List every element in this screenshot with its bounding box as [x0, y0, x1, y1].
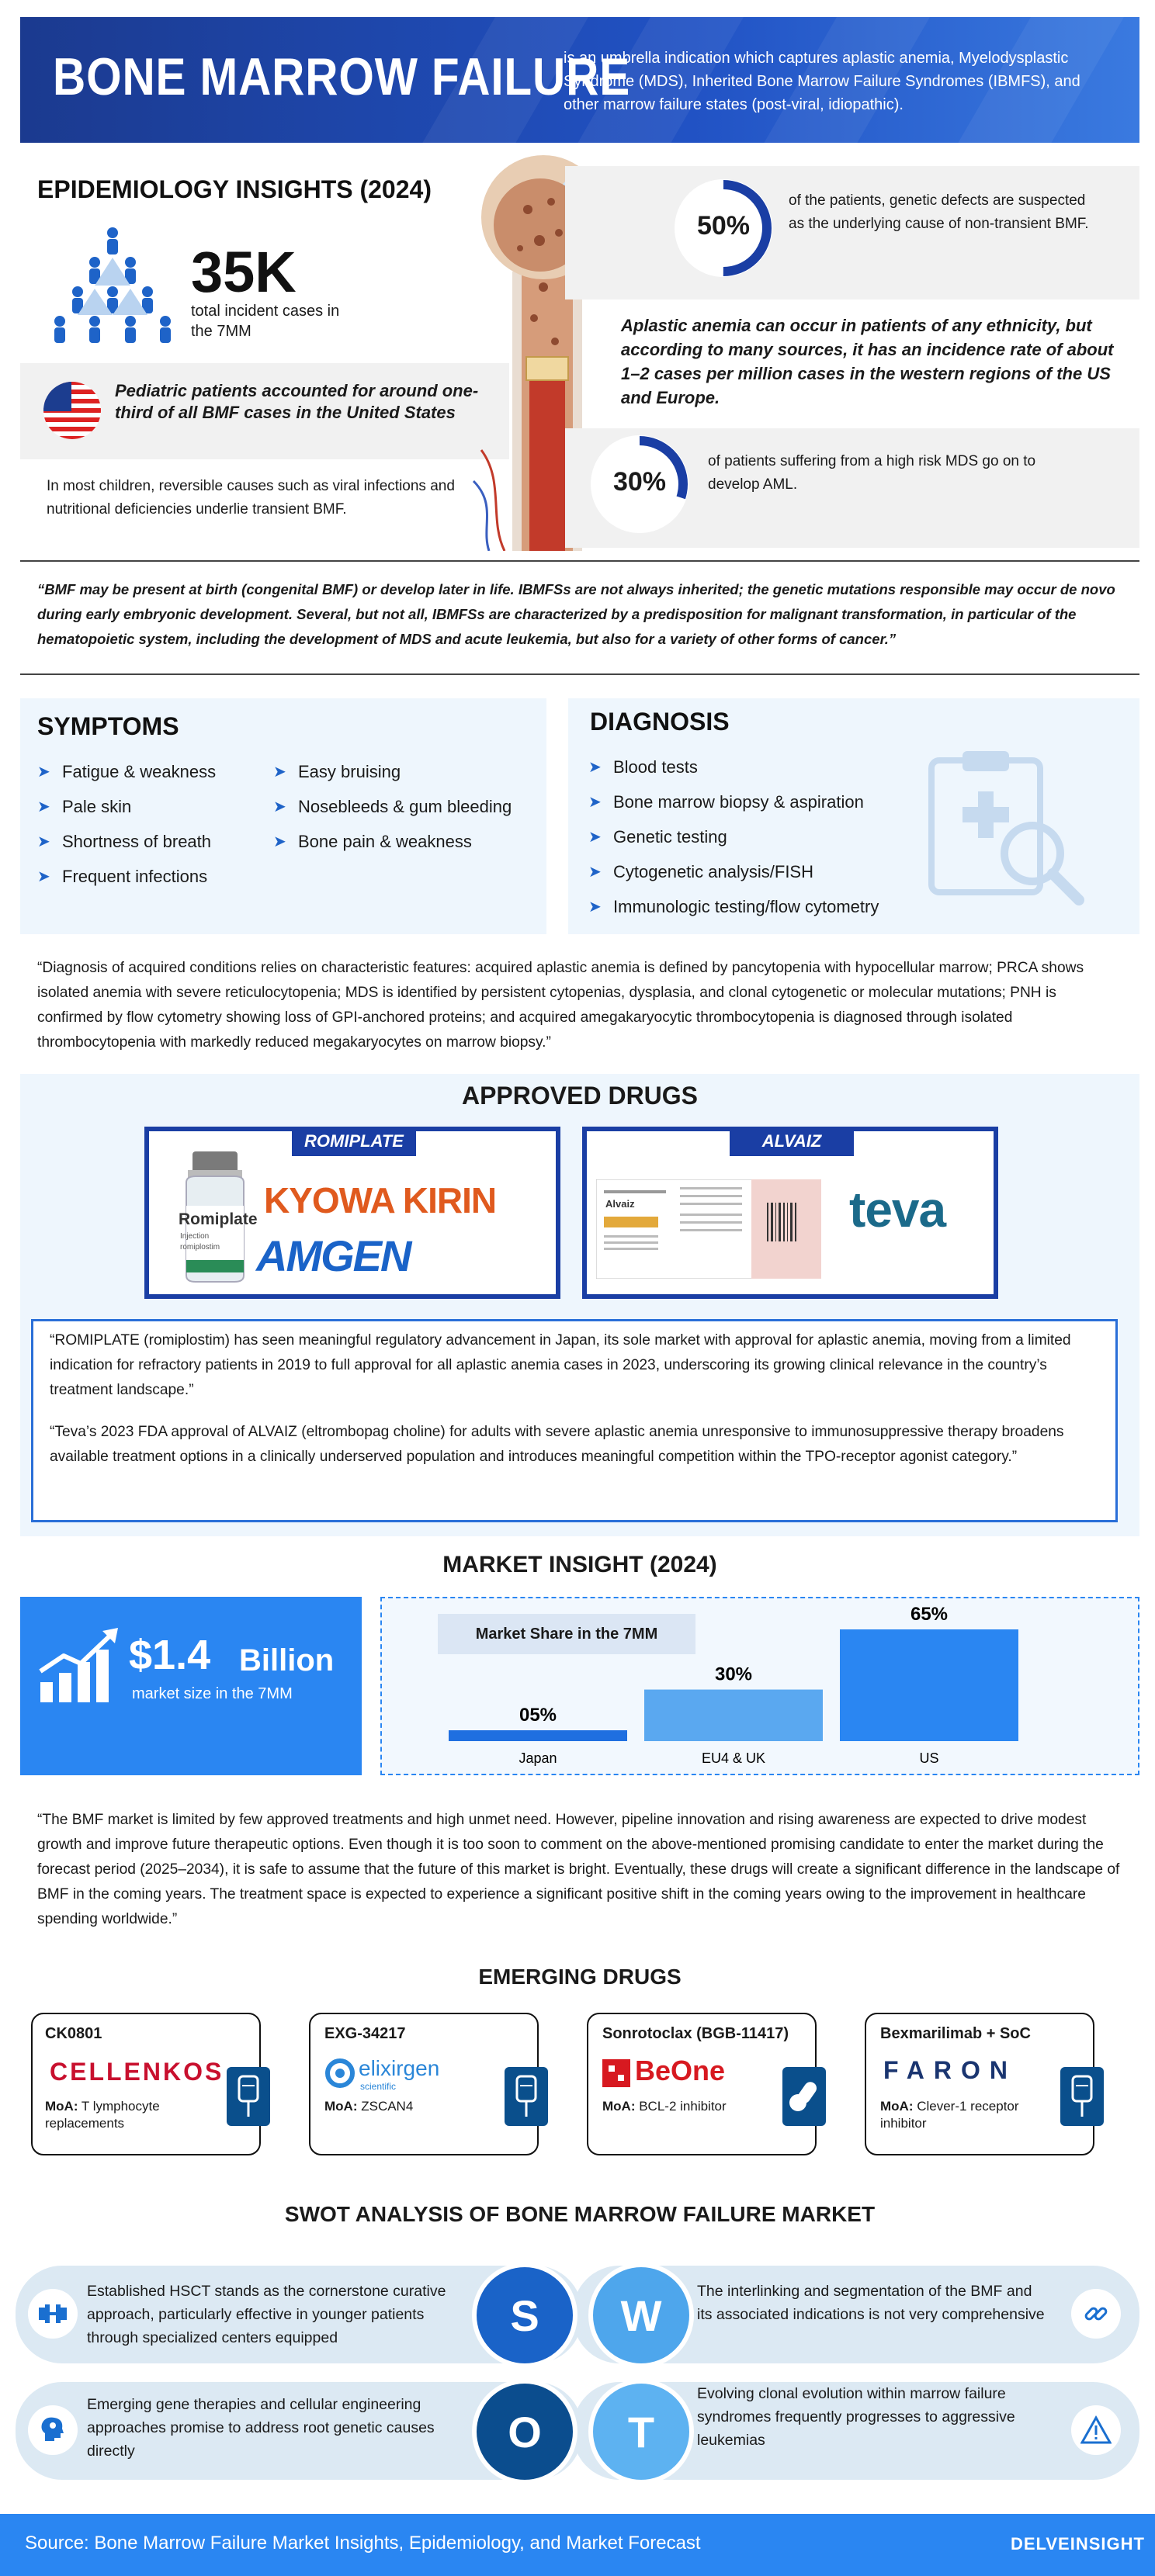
emerging-drug-name: CK0801	[45, 2025, 102, 2042]
market-title: MARKET INSIGHT (2024)	[442, 1552, 717, 1577]
list-item: ➤ Fatigue & weakness	[37, 761, 217, 781]
symptoms-list-2	[273, 754, 512, 859]
swot-t-circle: T	[588, 2379, 694, 2484]
category-label: Japan	[519, 1750, 557, 1766]
list-item: ➤ Pale skin	[37, 796, 132, 816]
drug-name-tag: ROMIPLATE	[292, 1127, 416, 1156]
iv-bag-icon	[505, 2067, 548, 2126]
emerging-moa: MoA: BCL-2 inhibitor	[602, 2099, 727, 2114]
swot-strength-text: Established HSCT stands as the cornerstone curative approach, particularly effective in younger patients through specialized centers equipped	[87, 2283, 446, 2346]
faron-logo: FARON	[883, 2056, 1017, 2084]
market-size-unit: Billion	[239, 1643, 335, 1678]
approved-drugs-title: APPROVED DRUGS	[461, 1082, 699, 1110]
elixirgen-logo: elixirgen	[359, 2056, 440, 2080]
bmf-quote: “BMF may be present at birth (congenital BMF) or develop later in life. IBMFSs are not always inherited; the genetic mutations responsible may occur de novo during early embryonic development. Several, but not all, IBMFSs are characterized by a predisposition for malignant transformation, in particular of the hematopoietic system, including the development of MDS and acute leukemia, but also for a variety of other forms of cancer.”	[37, 581, 1115, 647]
bar-value-label: 30%	[714, 1664, 753, 1685]
vial-small-2: romiplostim	[180, 1243, 220, 1252]
alvaiz-quote: “Teva’s 2023 FDA approval of ALVAIZ (eltrombopag choline) for adults with severe aplastic anemia unresponsive to immunosuppressive therapy broadens available treatment options in a clinically underserved population and introduces meaningful competition within the TPO-receptor agonist category.”	[50, 1424, 1064, 1465]
swot-s-circle: S	[472, 2263, 578, 2368]
list-item: ➤ Easy bruising	[273, 761, 401, 781]
growth-chart-icon	[37, 1628, 124, 1705]
emerging-moa: MoA: ZSCAN4	[324, 2099, 414, 2114]
divider	[20, 673, 1139, 675]
list-item: ➤ Cytogenetic analysis/FISH	[588, 861, 813, 881]
cellenkos-logo: CELLENKOS	[50, 2058, 224, 2086]
aml-text: of patients suffering from a high risk MDS go on to develop AML.	[708, 453, 1036, 493]
chevron-right-icon: ➤	[273, 763, 286, 781]
aml-percent: 30%	[612, 467, 667, 497]
dumbbell-icon	[28, 2289, 78, 2339]
swot-title: SWOT ANALYSIS OF BONE MARROW FAILURE MARKET	[284, 2202, 876, 2226]
pills-icon	[782, 2067, 826, 2126]
cases-label: total incident cases in the 7MM	[191, 303, 340, 340]
bar-eu4-uk	[644, 1690, 823, 1741]
link-icon	[1071, 2289, 1121, 2339]
warning-icon	[1071, 2405, 1121, 2455]
romiplate-quote: “ROMIPLATE (romiplostim) has seen meaningful regulatory advancement in Japan, its sole market with approval for aplastic anemia, moving from a limited indication for refractory patients in 2019 to full approval for all aplastic anemia cases in 2023, underscoring its growing clinical relevance in the country’s treatment landscape.”	[50, 1332, 1071, 1398]
bar-us	[840, 1629, 1018, 1741]
chevron-right-icon: ➤	[37, 867, 50, 885]
cases-value: 35K	[191, 240, 297, 304]
list-item: ➤ Genetic testing	[588, 826, 727, 847]
emerging-drug-name: EXG-34217	[324, 2025, 406, 2042]
chart-title: Market Share in the 7MM	[438, 1614, 695, 1654]
chevron-right-icon: ➤	[37, 798, 50, 815]
symptoms-list-1	[37, 754, 216, 894]
diagnosis-list	[588, 750, 879, 924]
genetic-text: of the patients, genetic defects are suspected as the underlying cause of non-transient BMF.	[789, 192, 1089, 232]
emerging-drug-name: Sonrotoclax (BGB-11417)	[602, 2025, 789, 2042]
bar-value-label: 05%	[519, 1705, 557, 1726]
epidemiology-title: EPIDEMIOLOGY INSIGHTS (2024)	[37, 175, 432, 203]
kyowa-kirin-logo: KYOWA KIRIN	[264, 1180, 497, 1220]
chevron-right-icon: ➤	[588, 793, 602, 811]
chevron-right-icon: ➤	[37, 763, 50, 781]
iv-bag-icon	[1060, 2067, 1104, 2126]
swot-o-circle: O	[472, 2379, 578, 2484]
amgen-logo: AMGEN	[256, 1231, 411, 1280]
chevron-right-icon: ➤	[273, 833, 286, 850]
beone-mark-icon	[602, 2059, 630, 2087]
drug-name-tag: ALVAIZ	[730, 1127, 854, 1156]
market-share-chart	[380, 1597, 1139, 1775]
swot-threat-text: Evolving clonal evolution within marrow failure syndromes frequently progresses to aggressive leukemias	[697, 2385, 1015, 2449]
list-item: ➤ Immunologic testing/flow cytometry	[588, 896, 879, 916]
swot-weakness-text: The interlinking and segmentation of the BMF and its associated indications is not very comprehensive	[697, 2283, 1045, 2323]
emerging-drug-name: Bexmarilimab + SoC	[880, 2025, 1031, 2042]
market-size-value: $1.4	[129, 1632, 211, 1678]
us-flag-icon	[42, 380, 102, 441]
iv-bag-icon	[227, 2067, 270, 2126]
page-title: BONE MARROW FAILURE	[53, 47, 631, 106]
alvaiz-box-label: Alvaiz	[605, 1198, 635, 1210]
bar-japan	[449, 1730, 627, 1741]
vial-label: Romiplate	[179, 1210, 258, 1228]
aplastic-text: Aplastic anemia can occur in patients of any ethnicity, but according to many sources, it has an incidence rate of about 1–2 cases per million cases in the western regions of the US and Europe.	[621, 316, 1114, 407]
list-item: ➤ Bone marrow biopsy & aspiration	[588, 791, 864, 812]
emerging-moa: MoA: T lymphocyte replacements	[45, 2099, 160, 2131]
chevron-right-icon: ➤	[37, 833, 50, 850]
vial-small-1: Injection	[180, 1232, 210, 1241]
chevron-right-icon: ➤	[588, 898, 602, 916]
elixirgen-sub: scientific	[360, 2081, 397, 2092]
clipboard-magnifier-icon	[916, 737, 1087, 908]
category-label: EU4 & UK	[701, 1750, 766, 1766]
category-label: US	[919, 1750, 939, 1766]
chevron-right-icon: ➤	[588, 863, 602, 881]
market-size-label: market size in the 7MM	[132, 1685, 293, 1702]
alvaiz-box-image	[596, 1179, 821, 1279]
list-item: ➤ Blood tests	[588, 757, 698, 777]
diagnosis-quote: “Diagnosis of acquired conditions relies on characteristic features: acquired aplastic anemia is defined by pancytopenia with hypocellular marrow; PRCA shows isolated anemia with severe reticulocytopenia; MDS is identified by persistent cytopenias, dysplasia, and clonal cytogenetic or molecular mutations; PNH is confirmed by flow cytometry showing loss of GPI-anchored proteins; and acquired amegakaryocytic thrombocytopenia is diagnosed through isolated thrombocytopenia with markedly reduced megakaryocytes on marrow biopsy.”	[37, 960, 1084, 1051]
beone-logo: BeOne	[635, 2055, 726, 2086]
genetic-percent: 50%	[696, 211, 751, 241]
children-text: In most children, reversible causes such as viral infections and nutritional deficiencies underlie transient BMF.	[47, 478, 455, 518]
swot-opportunity-text: Emerging gene therapies and cellular engineering approaches promise to address root genetic causes directly	[87, 2396, 435, 2460]
delveinsight-logo: DELVEINSIGHT	[1011, 2534, 1145, 2553]
market-quote: “The BMF market is limited by few approved treatments and high unmet need. However, pipeline innovation and rising awareness are expected to drive modest growth and improve future therapeutic options. Even though it is too soon to comment on the above-mentioned promising candidate to enter the market during the forecast period (2025–2034), it is safe to assume that the future of this market is bright. Eventually, these drugs will create a significant difference in the landscape of BMF in the coming years. The treatment space is expected to experience a significant positive shift in the coming years owing to the improvement in healthcare spending worldwide.”	[37, 1812, 1120, 1927]
list-item: ➤ Frequent infections	[37, 866, 208, 886]
pediatric-text: Pediatric patients accounted for around one-third of all BMF cases in the United States	[115, 381, 479, 422]
bar-value-label: 65%	[910, 1604, 949, 1625]
idea-head-icon	[28, 2405, 78, 2455]
teva-logo: teva	[849, 1182, 946, 1238]
header-description: is an umbrella indication which captures aplastic anemia, Myelodysplastic Syndrome (MDS), Inherited Bone Marrow Failure Syndromes (IBMFS), and other marrow failure states (post-viral, idiopathic).	[564, 50, 1080, 113]
symptoms-title: SYMPTOMS	[37, 712, 179, 740]
emerging-title: EMERGING DRUGS	[478, 1965, 682, 1989]
header-banner	[20, 17, 1139, 143]
footer-source: Source: Bone Marrow Failure Market Insights, Epidemiology, and Market Forecast	[25, 2533, 701, 2553]
divider	[20, 560, 1139, 562]
chevron-right-icon: ➤	[588, 758, 602, 776]
emerging-moa: MoA: Clever-1 receptor inhibitor	[880, 2099, 1019, 2131]
swot-w-circle: W	[588, 2263, 694, 2368]
list-item: ➤ Shortness of breath	[37, 831, 212, 851]
chevron-right-icon: ➤	[273, 798, 286, 815]
chevron-right-icon: ➤	[588, 828, 602, 846]
elixirgen-mark-icon	[324, 2058, 356, 2089]
people-pyramid-icon	[47, 225, 179, 349]
list-item: ➤ Nosebleeds & gum bleeding	[273, 796, 512, 816]
list-item: ➤ Bone pain & weakness	[273, 831, 472, 851]
diagnosis-title: DIAGNOSIS	[590, 708, 730, 736]
